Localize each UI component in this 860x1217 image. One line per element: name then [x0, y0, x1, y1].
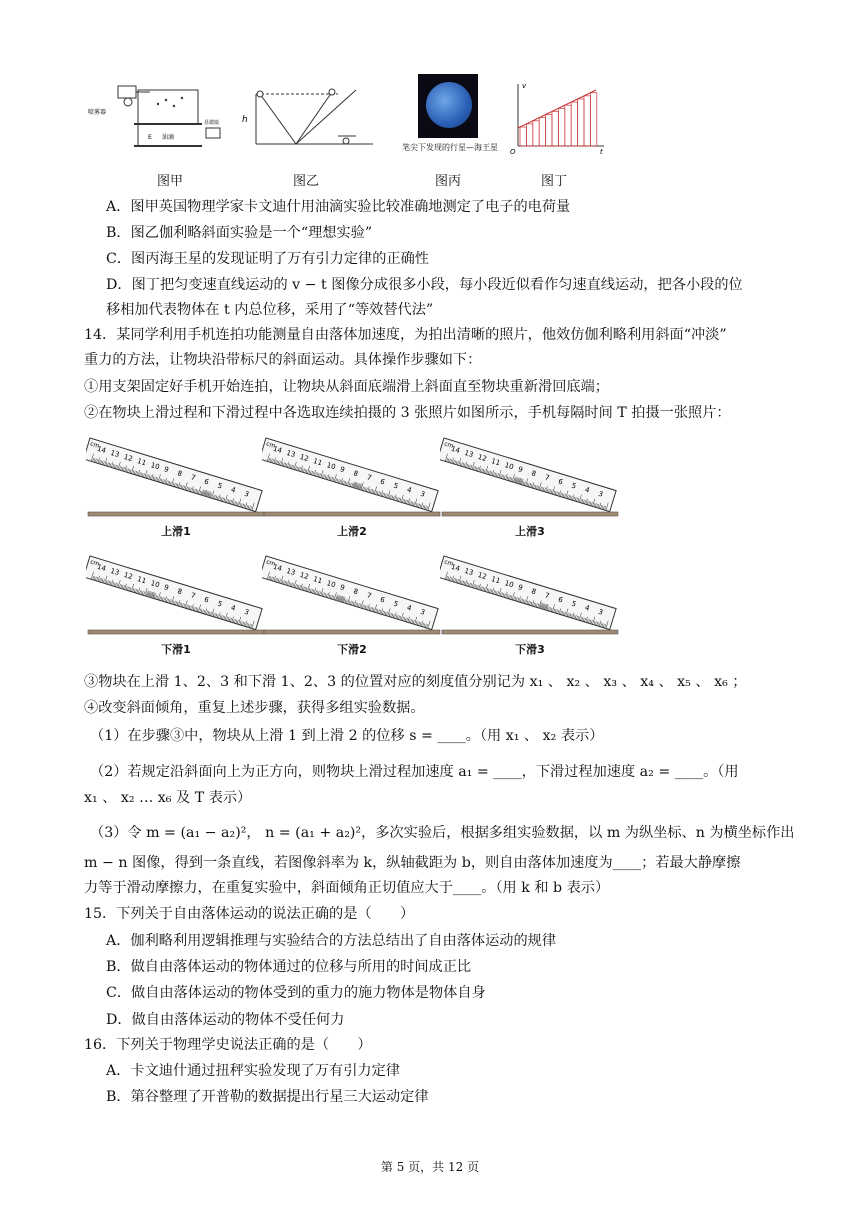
- q15-stem: 15．下列关于自由落体运动的说法正确的是（ ）: [84, 906, 415, 922]
- q14-step-2: ②在物块上滑过程和下滑过程中各选取连续拍摄的 3 张照片如图所示，手机每隔时间 T 拍摄一张照片：: [84, 405, 731, 421]
- ruler-number: 5: [570, 599, 578, 609]
- ruler-photo-caption: 下滑2: [337, 643, 367, 656]
- ruler-number: 14: [450, 444, 461, 456]
- q13-option-d: D．图丁把匀变速直线运动的 v − t 图像分成很多小段，每小段近似看作匀速直线运动，把各小段的位: [106, 277, 743, 293]
- ruler-number: 5: [392, 481, 400, 491]
- q14-step-3: ③物块在上滑 1、2、3 和下滑 1、2、3 的位置对应的刻度值分别记为 x₁ 、 x₂ 、 x₃ 、 x₄ 、 x₅ 、 x₆ ；: [84, 674, 747, 690]
- ruler-number: 12: [298, 452, 310, 464]
- ruler-number: 7: [189, 473, 197, 483]
- ruler-number: 10: [149, 461, 161, 472]
- ruler-number: 3: [243, 607, 250, 617]
- drop-label: 油滴: [162, 134, 175, 141]
- q13-option-d-cont: 移相加代表物体在 t 内总位移，采用了“等效替代法”: [106, 302, 434, 318]
- ruler-number: 4: [229, 603, 237, 613]
- ruler-number: 3: [597, 489, 604, 499]
- ruler-number: 13: [109, 448, 121, 460]
- figure-ding: [508, 80, 608, 155]
- ruler-number: 8: [530, 469, 537, 479]
- ruler-number: 13: [463, 448, 475, 460]
- ruler-number: 14: [272, 562, 283, 574]
- q15-option-d: D．做自由落体运动的物体不受任何力: [106, 1012, 345, 1028]
- ruler-number: 13: [285, 566, 297, 578]
- q13-option-a: A．图甲英国物理学家卡文迪什用油滴实验比较准确地测定了电子的电荷量: [106, 199, 571, 215]
- q14-step-4: ④改变斜面倾角，重复上述步骤，获得多组实验数据。: [84, 700, 425, 716]
- ruler-number: 6: [203, 595, 210, 605]
- q14-part-2: （2）若规定沿斜面向上为正方向，则物块上滑过程加速度 a₁ = ____，下滑过程加速度 a₂ = ____。（用: [90, 764, 739, 780]
- ruler-number: 10: [503, 461, 515, 472]
- ruler-number: 14: [272, 444, 283, 456]
- ruler-number: 14: [96, 562, 107, 574]
- ruler-number: 5: [570, 481, 578, 491]
- page-footer: 第 5 页，共 12 页: [380, 1160, 480, 1174]
- v-axis-label: v: [522, 82, 527, 90]
- ruler-number: 9: [338, 465, 346, 475]
- ruler-number: 6: [379, 595, 386, 605]
- ruler-unit: cm: [265, 558, 277, 568]
- ruler-photo-caption: 下滑3: [515, 643, 545, 656]
- ruler-number: 4: [405, 603, 413, 613]
- ruler-photo-caption: 上滑2: [337, 525, 367, 538]
- ruler-number: 8: [176, 469, 183, 479]
- q16-stem: 16．下列关于物理学史说法正确的是（ ）: [84, 1037, 372, 1053]
- ruler-number: 8: [530, 587, 537, 597]
- q14-part-2-cont: x₁ 、 x₂ … x₆ 及 T 表示）: [84, 790, 252, 806]
- ruler-photo: [86, 430, 266, 522]
- ruler-number: 12: [122, 570, 134, 582]
- ruler-number: 14: [96, 444, 107, 456]
- ruler-number: 6: [557, 595, 564, 605]
- ruler-number: 5: [392, 599, 400, 609]
- ruler-unit: cm: [89, 440, 101, 450]
- q15-option-b: B．做自由落体运动的物体通过的位移与所用的时间成正比: [106, 959, 472, 975]
- h-label: h: [242, 115, 248, 125]
- ruler-unit: cm: [89, 558, 101, 568]
- ruler-unit: cm: [443, 558, 455, 568]
- ruler-number: 6: [557, 477, 564, 487]
- ruler-number: 12: [476, 570, 488, 582]
- ruler-number: 5: [216, 481, 224, 491]
- ruler-number: 10: [503, 579, 515, 590]
- q15-option-a: A．伽利略利用逻辑推理与实验结合的方法总结出了自由落体运动的规律: [106, 933, 557, 949]
- ruler-number: 7: [189, 591, 197, 601]
- ruler-number: 4: [229, 485, 237, 495]
- ruler-number: 13: [109, 566, 121, 578]
- ruler-number: 9: [162, 583, 170, 593]
- figure-jia-caption: 图甲: [156, 174, 183, 189]
- q16-option-a: A．卡文迪什通过扭秤实验发现了万有引力定律: [106, 1063, 400, 1079]
- ruler-number: 7: [365, 473, 373, 483]
- q14-part-3: （3）令 m = (a₁ − a₂)²， n = (a₁ + a₂)²，多次实验后，根据多组实验数据，以 m 为纵坐标、n 为横坐标作出: [90, 825, 795, 841]
- ruler-number: 7: [543, 591, 551, 601]
- ruler-number: 7: [543, 473, 551, 483]
- origin-label: O: [510, 148, 516, 155]
- ruler-photo: [262, 430, 442, 522]
- ruler-number: 9: [516, 583, 524, 593]
- ruler-number: 11: [490, 457, 502, 468]
- ruler-number: 11: [136, 575, 148, 586]
- ruler-unit: cm: [443, 440, 455, 450]
- ruler-number: 11: [312, 575, 324, 586]
- q14-stem-1: 14．某同学利用手机连拍功能测量自由落体加速度，为拍出清晰的照片，他效仿伽利略利用斜面“冲淡”: [84, 327, 727, 343]
- figure-ding-caption: 图丁: [540, 174, 567, 189]
- ruler-number: 8: [176, 587, 183, 597]
- ruler-number: 4: [583, 485, 591, 495]
- neptune-photo: [418, 74, 478, 138]
- figure-bing-caption: 图丙: [434, 174, 461, 189]
- ruler-unit: cm: [265, 440, 277, 450]
- ruler-photo: [86, 548, 266, 640]
- ruler-number: 4: [405, 485, 413, 495]
- figure-yi-caption: 图乙: [292, 174, 319, 189]
- neptune-photo-caption: 笔尖下发现的行星—海王星: [402, 143, 498, 152]
- ruler-number: 11: [312, 457, 324, 468]
- ruler-number: 9: [162, 465, 170, 475]
- ruler-photo: [440, 430, 620, 522]
- q14-part-3-cont2: 力等于滑动摩擦力，在重复实验中，斜面倾角正切值应大于____。（用 k 和 b 表示）: [84, 880, 610, 896]
- ruler-number: 12: [122, 452, 134, 464]
- ruler-photo-caption: 下滑1: [161, 643, 191, 656]
- ruler-number: 5: [216, 599, 224, 609]
- q15-option-c: C．做自由落体运动的物体受到的重力的施力物体是物体自身: [106, 985, 486, 1001]
- ruler-number: 12: [298, 570, 310, 582]
- q13-option-b: B．图乙伽利略斜面实验是一个“理想实验”: [106, 225, 373, 241]
- ruler-number: 12: [476, 452, 488, 464]
- t-axis-label: t: [600, 148, 603, 155]
- q14-part-3-cont1: m − n 图像，得到一条直线，若图像斜率为 k，纵轴截距为 b，则自由落体加速度为____；若最大静摩擦: [84, 855, 741, 871]
- ruler-number: 14: [450, 562, 461, 574]
- ruler-number: 8: [352, 469, 359, 479]
- ruler-number: 3: [419, 489, 426, 499]
- ruler-number: 11: [490, 575, 502, 586]
- ruler-photo: [440, 548, 620, 640]
- ruler-number: 13: [285, 448, 297, 460]
- ruler-number: 4: [583, 603, 591, 613]
- ruler-number: 13: [463, 566, 475, 578]
- microscope-label: 显微镜: [204, 120, 220, 126]
- ruler-photo: [262, 548, 442, 640]
- ruler-number: 10: [325, 579, 337, 590]
- e-label: E: [148, 134, 152, 141]
- ruler-number: 10: [149, 579, 161, 590]
- ruler-number: 9: [516, 465, 524, 475]
- sprayer-label: 喷雾器: [88, 109, 107, 116]
- q14-part-1: （1）在步骤③中，物块从上滑 1 到上滑 2 的位移 s = ____。（用 x₁ 、 x₂ 表示）: [90, 728, 604, 744]
- figure-yi: [238, 82, 378, 152]
- ruler-photo-caption: 上滑1: [161, 525, 191, 538]
- ruler-number: 6: [379, 477, 386, 487]
- q13-option-c: C．图丙海王星的发现证明了万有引力定律的正确性: [106, 251, 429, 267]
- ruler-number: 3: [243, 489, 250, 499]
- ruler-number: 10: [325, 461, 337, 472]
- ruler-number: 11: [136, 457, 148, 468]
- ruler-number: 7: [365, 591, 373, 601]
- q16-option-b: B．第谷整理了开普勒的数据提出行星三大运动定律: [106, 1089, 429, 1105]
- ruler-number: 3: [597, 607, 604, 617]
- ruler-number: 6: [203, 477, 210, 487]
- figure-jia: [88, 80, 228, 155]
- ruler-number: 9: [338, 583, 346, 593]
- q14-step-1: ①用支架固定好手机开始连拍，让物块从斜面底端滑上斜面直至物块重新滑回底端；: [84, 379, 609, 395]
- ruler-number: 3: [419, 607, 426, 617]
- q14-stem-2: 重力的方法，让物块沿带标尺的斜面运动。具体操作步骤如下：: [84, 352, 482, 368]
- ruler-number: 8: [352, 587, 359, 597]
- ruler-photo-caption: 上滑3: [515, 525, 545, 538]
